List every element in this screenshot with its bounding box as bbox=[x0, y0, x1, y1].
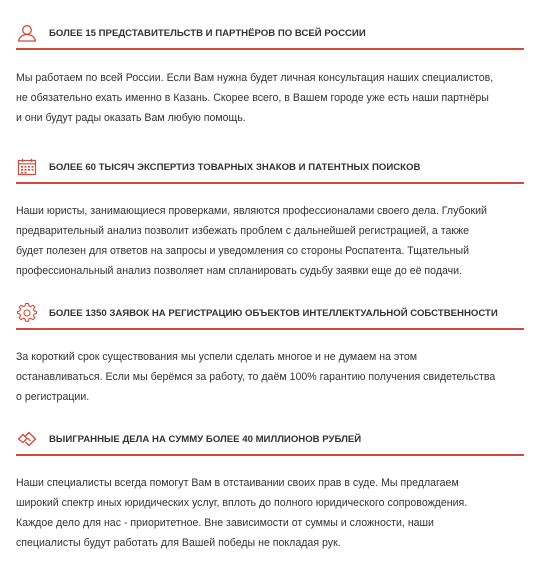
advantage-section-expertise bbox=[16, 152, 524, 277]
calendar-icon bbox=[17, 156, 43, 178]
section-header bbox=[16, 298, 524, 330]
advantage-section-representatives bbox=[16, 18, 524, 124]
advantage-section-won-cases bbox=[16, 424, 524, 549]
section-header bbox=[16, 18, 524, 50]
section-header bbox=[16, 424, 524, 456]
handshake-icon bbox=[17, 428, 43, 450]
section-title: БОЛЕЕ 60 ТЫСЯЧ ЭКСПЕРТИЗ ТОВАРНЫХ ЗНАКОВ И ПАТЕНТНЫХ ПОИСКОВ bbox=[49, 161, 421, 173]
section-header bbox=[16, 152, 524, 184]
section-title: ВЫИГРАННЫЕ ДЕЛА НА СУММУ БОЛЕЕ 40 МИЛЛИОНОВ РУБЛЕЙ bbox=[49, 433, 362, 445]
section-text: Мы работаем по всей России. Если Вам нужна будет личная консультация наших специалистов, не обязательно ехать именно в Казань. Скорее всего, в Вашем городе уже есть наши партнёры и они будут рады оказать Вам любую помощь. bbox=[16, 72, 494, 124]
gear-icon bbox=[17, 302, 43, 324]
section-title: БОЛЕЕ 1350 ЗАЯВОК НА РЕГИСТРАЦИЮ ОБЪЕКТОВ ИНТЕЛЛЕКТУАЛЬНОЙ СОБСТВЕННОСТИ bbox=[49, 307, 498, 319]
section-title: БОЛЕЕ 15 ПРЕДСТАВИТЕЛЬСТВ И ПАРТНЁРОВ ПО ВСЕЙ РОССИИ bbox=[49, 27, 366, 39]
section-text: За короткий срок существования мы успели сделать многое и не думаем на этом останавливаться. Если мы берёмся за работу, то даём 100% гарантию получения свидетельства о регистрации. bbox=[16, 351, 496, 403]
advantage-section-applications bbox=[16, 298, 524, 403]
person-icon bbox=[17, 22, 43, 44]
section-text: Наши юристы, занимающиеся проверками, являются профессионалами своего дела. Глубокий предварительный анализ позволит избежать проблем с дальнейшей регистрацией, а также будет полезен для ответов на запросы и уведомления со стороны Роспатента. Тщательный профессиональный анализ позволяет нам спланировать судьбу заявки еще до её подачи. bbox=[16, 205, 487, 277]
section-text: Наши специалисты всегда помогут Вам в отстаивании своих прав в суде. Мы предлагаем широкий спектр иных юридических услуг, вплоть до полного юридического сопровождения. Каждое дело для нас - приоритетное. Вне зависимости от суммы и сложности, наши специалисты будут работать для Вашей победы не покладая рук. bbox=[16, 477, 468, 549]
